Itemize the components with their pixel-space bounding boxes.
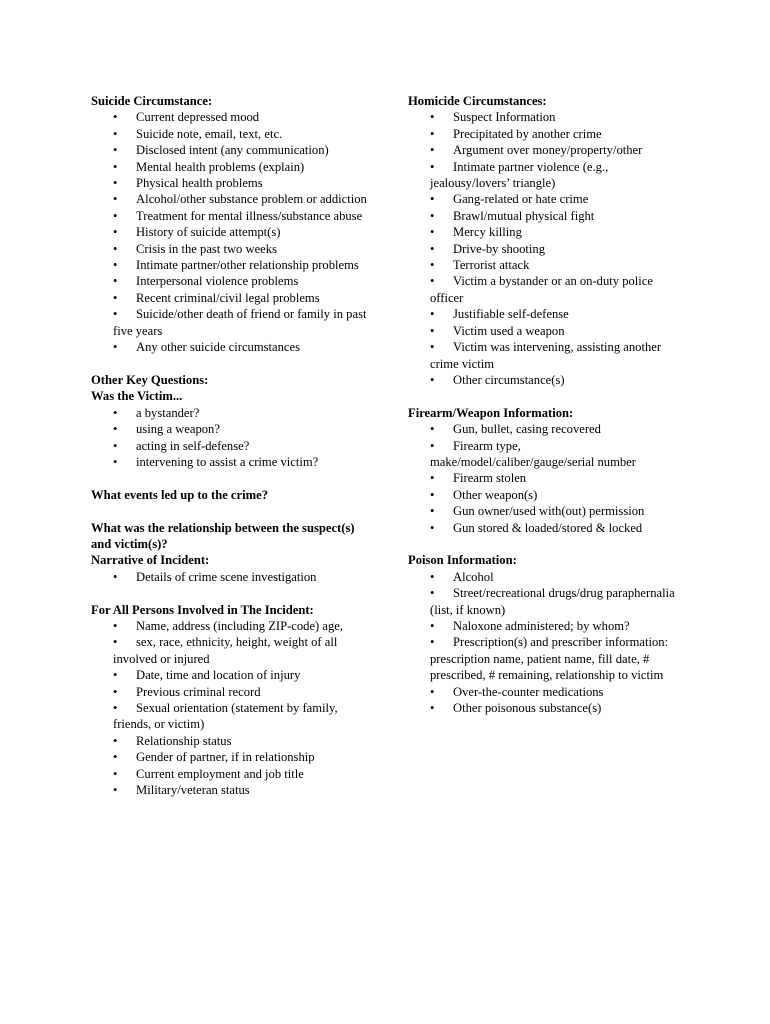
bullet-icon: •	[430, 323, 435, 338]
list-item-text: Previous criminal record	[136, 684, 261, 699]
list-item-text: Suicide/other death of friend or family in past five years	[113, 307, 367, 338]
narrative-heading: Narrative of Incident:	[91, 553, 210, 568]
list-item-text: Gun, bullet, casing recovered	[453, 422, 601, 437]
firearm-section	[408, 405, 688, 536]
list-item	[91, 749, 376, 765]
bullet-icon: •	[113, 176, 118, 191]
bullet-icon: •	[113, 290, 118, 305]
list-item	[91, 667, 376, 683]
bullet-icon: •	[430, 143, 435, 158]
bullet-icon: •	[113, 618, 118, 633]
list-item-text: Treatment for mental illness/substance abuse	[136, 208, 363, 223]
list-item-text: Brawl/mutual physical fight	[453, 208, 595, 223]
bullet-icon: •	[113, 783, 118, 797]
bullet-icon: •	[113, 110, 118, 125]
list-item	[408, 520, 688, 536]
bullet-icon: •	[113, 274, 118, 289]
persons-list	[91, 618, 376, 798]
bullet-icon: •	[113, 733, 118, 748]
list-item-text: Alcohol/other substance problem or addiction	[136, 192, 367, 207]
poison-list	[408, 569, 688, 717]
bullet-icon: •	[430, 340, 435, 355]
list-item-text: Other weapon(s)	[453, 487, 538, 502]
list-item-text: Victim a bystander or an on-duty police officer	[430, 274, 653, 305]
list-item-text: Mercy killing	[453, 225, 522, 240]
list-item-text: Mental health problems (explain)	[136, 159, 305, 174]
list-item-text: Terrorist attack	[453, 258, 530, 273]
list-item-text: Physical health problems	[136, 176, 263, 191]
bullet-icon: •	[430, 192, 435, 207]
list-item	[91, 766, 376, 782]
list-item	[91, 454, 376, 470]
list-item	[408, 438, 688, 471]
list-item-text: Recent criminal/civil legal problems	[136, 290, 320, 305]
list-item	[408, 109, 688, 125]
list-item-text: Gender of partner, if in relationship	[136, 750, 315, 765]
list-item	[408, 470, 688, 486]
bullet-icon: •	[113, 454, 118, 469]
bullet-icon: •	[113, 438, 118, 453]
bullet-icon: •	[430, 471, 435, 486]
list-item-text: Over-the-counter medications	[453, 684, 604, 699]
poison-section	[408, 552, 688, 716]
list-item	[91, 782, 376, 798]
narrative-list	[91, 569, 376, 585]
bullet-icon: •	[430, 258, 435, 273]
list-item	[408, 618, 688, 634]
relationship-heading: What was the relationship between the suspect(s) and victim(s)?	[91, 520, 355, 551]
list-item-text: Gun owner/used with(out) permission	[453, 504, 645, 519]
other-key-heading: Other Key Questions:	[91, 372, 209, 387]
list-item	[91, 224, 376, 240]
bullet-icon: •	[113, 192, 118, 207]
narrative-section	[91, 552, 376, 585]
list-item	[408, 273, 688, 306]
list-item	[408, 208, 688, 224]
list-item	[91, 306, 376, 339]
list-item-text: using a weapon?	[136, 422, 220, 437]
list-item-text: Relationship status	[136, 733, 232, 748]
list-item	[91, 273, 376, 289]
list-item	[91, 208, 376, 224]
bullet-icon: •	[113, 225, 118, 240]
list-item	[408, 569, 688, 585]
bullet-icon: •	[113, 750, 118, 765]
bullet-icon: •	[430, 274, 435, 289]
list-item-text: Military/veteran status	[136, 783, 250, 797]
list-item	[408, 487, 688, 503]
list-item-text: Other poisonous substance(s)	[453, 701, 602, 715]
list-item	[408, 126, 688, 142]
poison-heading: Poison Information:	[408, 553, 517, 568]
list-item	[408, 306, 688, 322]
homicide-section	[408, 93, 688, 388]
list-item	[91, 405, 376, 421]
list-item-text: Suicide note, email, text, etc.	[136, 126, 283, 141]
left-column	[91, 93, 376, 798]
bullet-icon: •	[430, 159, 435, 174]
bullet-icon: •	[113, 700, 118, 715]
bullet-icon: •	[430, 372, 435, 387]
list-item	[91, 241, 376, 257]
list-item-text: Any other suicide circumstances	[136, 340, 301, 355]
list-item-text: Drive-by shooting	[453, 241, 545, 256]
homicide-list	[408, 109, 688, 388]
bullet-icon: •	[113, 307, 118, 322]
persons-section	[91, 602, 376, 799]
list-item	[408, 421, 688, 437]
bullet-icon: •	[430, 504, 435, 519]
bullet-icon: •	[113, 569, 118, 584]
list-item-text: a bystander?	[136, 405, 200, 420]
list-item-text: Intimate partner violence (e.g., jealousy/lovers’ triangle)	[430, 159, 609, 191]
list-item-text: Justifiable self-defense	[453, 307, 569, 322]
list-item	[91, 175, 376, 191]
list-item	[91, 191, 376, 207]
suicide-heading: Suicide Circumstance:	[91, 94, 213, 108]
bullet-icon: •	[113, 159, 118, 174]
bullet-icon: •	[113, 668, 118, 683]
list-item-text: Sexual orientation (statement by family, friends, or victim)	[113, 700, 338, 732]
list-item	[91, 290, 376, 306]
bullet-icon: •	[430, 487, 435, 502]
bullet-icon: •	[430, 586, 435, 601]
list-item	[408, 684, 688, 700]
list-item-text: Firearm stolen	[453, 471, 527, 486]
list-item-text: acting in self-defense?	[136, 438, 250, 453]
bullet-icon: •	[430, 208, 435, 223]
list-item	[91, 339, 376, 355]
list-item-text: intervening to assist a crime victim?	[136, 454, 319, 469]
bullet-icon: •	[430, 569, 435, 584]
list-item	[91, 634, 376, 667]
list-item-text: Gang-related or hate crime	[453, 192, 589, 207]
list-item-text: Other circumstance(s)	[453, 372, 565, 387]
list-item	[408, 503, 688, 519]
list-item	[91, 126, 376, 142]
list-item	[91, 142, 376, 158]
bullet-icon: •	[430, 618, 435, 633]
bullet-icon: •	[430, 241, 435, 256]
list-item-text: Date, time and location of injury	[136, 668, 301, 683]
bullet-icon: •	[113, 241, 118, 256]
right-column	[408, 93, 688, 716]
bullet-icon: •	[430, 126, 435, 141]
bullet-icon: •	[113, 684, 118, 699]
list-item-text: Alcohol	[453, 569, 494, 584]
list-item-text: Victim used a weapon	[453, 323, 565, 338]
list-item-text: Firearm type, make/model/caliber/gauge/serial number	[430, 438, 636, 469]
bullet-icon: •	[113, 405, 118, 420]
bullet-icon: •	[430, 701, 435, 715]
list-item-text: Interpersonal violence problems	[136, 274, 299, 289]
persons-heading: For All Persons Involved in The Incident:	[91, 602, 314, 617]
bullet-icon: •	[430, 520, 435, 535]
firearm-list	[408, 421, 688, 536]
list-item	[408, 142, 688, 158]
victim-question-list	[91, 405, 376, 471]
bullet-icon: •	[113, 766, 118, 781]
bullet-icon: •	[430, 684, 435, 699]
bullet-icon: •	[113, 340, 118, 355]
bullet-icon: •	[430, 110, 435, 125]
list-item	[408, 700, 688, 716]
bullet-icon: •	[430, 225, 435, 240]
list-item	[91, 684, 376, 700]
list-item-text: Precipitated by another crime	[453, 126, 602, 141]
list-item	[408, 191, 688, 207]
list-item-text: Current employment and job title	[136, 766, 304, 781]
list-item-text: Naloxone administered; by whom?	[453, 618, 630, 633]
list-item	[408, 339, 688, 372]
list-item	[91, 438, 376, 454]
list-item	[408, 585, 688, 618]
list-item	[91, 733, 376, 749]
firearm-heading: Firearm/Weapon Information:	[408, 405, 574, 420]
list-item-text: Suspect Information	[453, 110, 556, 125]
list-item	[91, 159, 376, 175]
list-item-text: Victim was intervening, assisting another crime victim	[430, 340, 662, 371]
list-item	[91, 569, 376, 585]
list-item-text: Street/recreational drugs/drug paraphernalia (list, if known)	[430, 586, 675, 617]
list-item	[91, 109, 376, 125]
list-item	[408, 159, 688, 192]
bullet-icon: •	[113, 635, 118, 650]
bullet-icon: •	[113, 126, 118, 141]
list-item	[408, 634, 688, 683]
bullet-icon: •	[113, 258, 118, 273]
list-item	[91, 700, 376, 733]
events-heading: What events led up to the crime?	[91, 487, 268, 502]
list-item	[408, 241, 688, 257]
list-item-text: History of suicide attempt(s)	[136, 225, 281, 240]
list-item	[408, 323, 688, 339]
list-item-text: Crisis in the past two weeks	[136, 241, 277, 256]
list-item-text: Disclosed intent (any communication)	[136, 143, 329, 158]
list-item-text: Gun stored & loaded/stored & locked	[453, 520, 643, 535]
list-item	[408, 224, 688, 240]
list-item	[91, 421, 376, 437]
list-item-text: sex, race, ethnicity, height, weight of all involved or injured	[113, 635, 338, 666]
bullet-icon: •	[113, 208, 118, 223]
list-item	[91, 618, 376, 634]
bullet-icon: •	[113, 422, 118, 437]
list-item-text: Name, address (including ZIP-code) age,	[136, 618, 344, 633]
list-item	[408, 257, 688, 273]
bullet-icon: •	[430, 438, 435, 453]
list-item-text: Intimate partner/other relationship problems	[136, 258, 359, 273]
victim-subheading: Was the Victim...	[91, 389, 183, 404]
list-item	[408, 372, 688, 388]
list-item-text: Current depressed mood	[136, 110, 260, 125]
bullet-icon: •	[430, 422, 435, 437]
list-item-text: Details of crime scene investigation	[136, 569, 317, 584]
bullet-icon: •	[430, 307, 435, 322]
bullet-icon: •	[113, 143, 118, 158]
homicide-heading: Homicide Circumstances:	[408, 94, 547, 108]
bullet-icon: •	[430, 635, 435, 650]
other-key-section	[91, 372, 376, 470]
suicide-list	[91, 109, 376, 355]
list-item	[91, 257, 376, 273]
suicide-section	[91, 93, 376, 356]
list-item-text: Argument over money/property/other	[453, 143, 643, 158]
list-item-text: Prescription(s) and prescriber information: prescription name, patient name, fill date, # prescribed, # remaining, relationship to victim	[430, 635, 669, 683]
